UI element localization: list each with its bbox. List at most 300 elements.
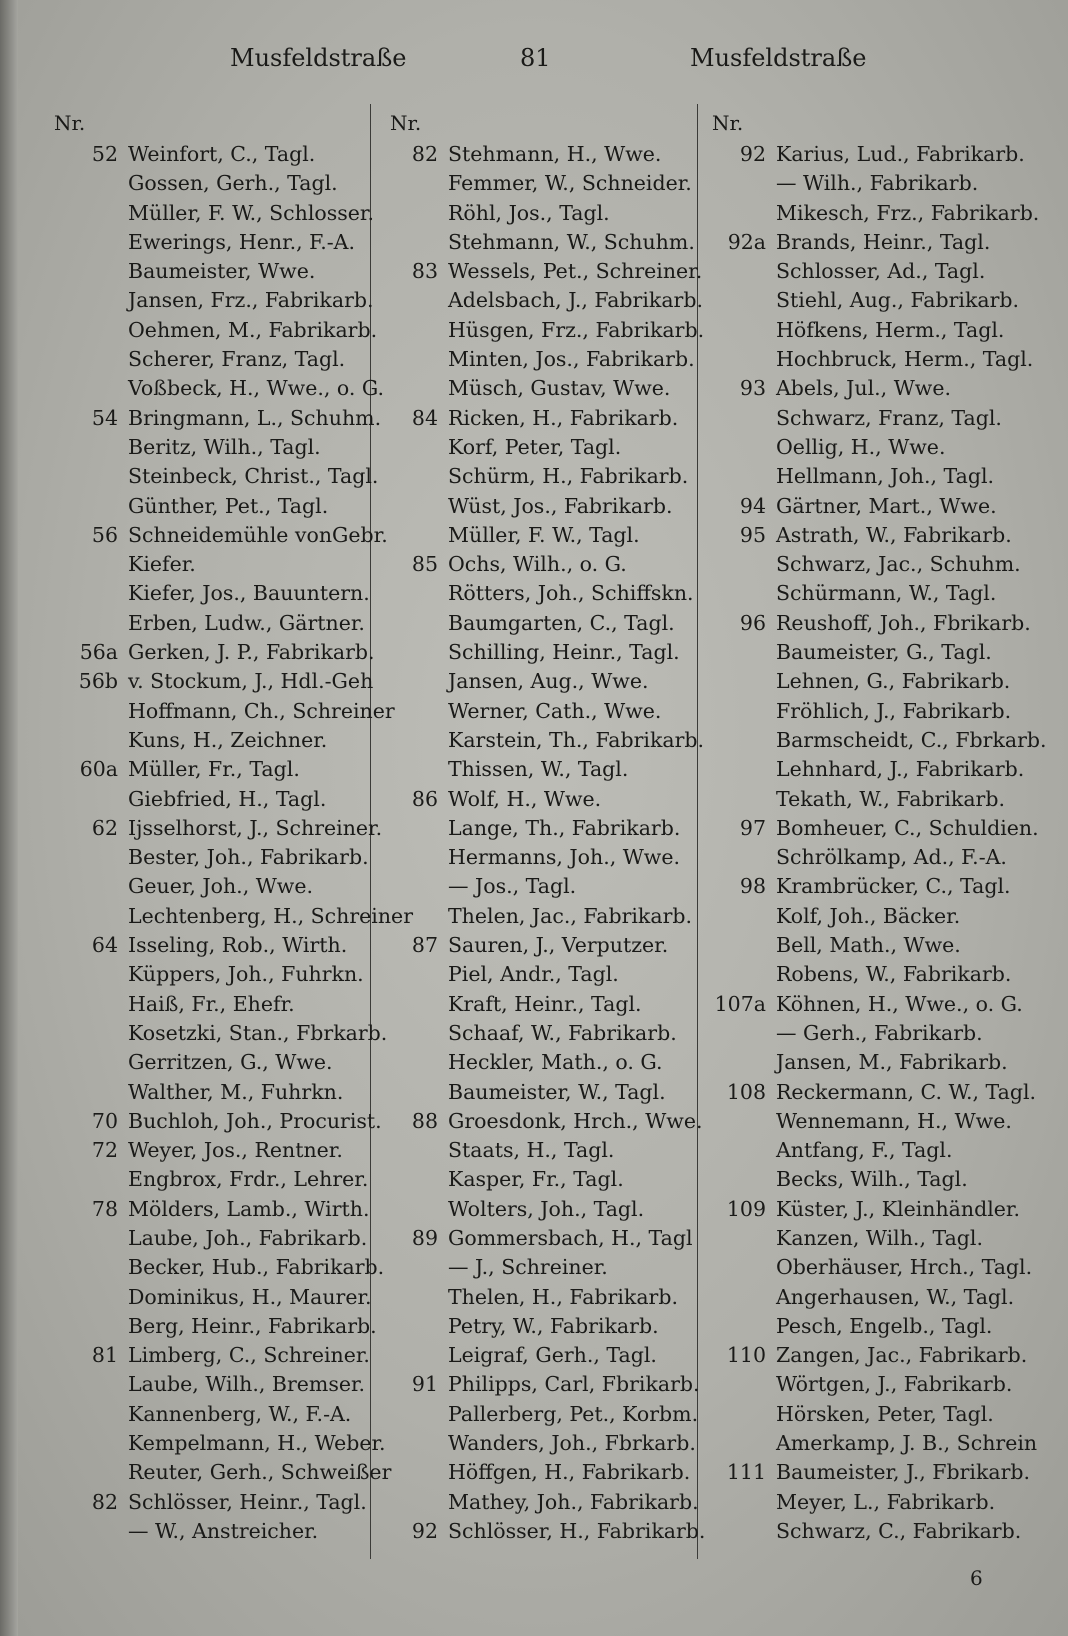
resident-entry: Thissen, W., Tagl.: [448, 757, 629, 782]
house-number: 54: [91, 405, 118, 430]
house-number: [54, 199, 128, 228]
house-number: [712, 316, 776, 345]
resident-entry: Gommersbach, H., Tagl: [448, 1225, 693, 1250]
list-item: [390, 374, 695, 403]
resident-entry: Reuter, Gerh., Schweißer: [128, 1460, 392, 1485]
house-number: [390, 1400, 448, 1429]
resident-entry: Weyer, Jos., Rentner.: [128, 1138, 343, 1163]
list-item: [712, 1078, 1042, 1107]
house-number: 64: [91, 933, 118, 958]
list-item: [390, 1488, 699, 1517]
list-item: [54, 1136, 384, 1165]
resident-entry: Kuns, H., Zeichner.: [128, 727, 328, 752]
list-item: [54, 1195, 384, 1224]
house-number: 82: [91, 1489, 118, 1514]
list-item: [390, 169, 695, 198]
list-item: [390, 843, 695, 872]
resident-entry: Schlosser, Ad., Tagl.: [776, 259, 986, 284]
house-number: [54, 960, 128, 989]
house-number: [54, 1517, 128, 1546]
resident-entry: Schwarz, Jac., Schuhm.: [776, 552, 1021, 577]
resident-entry: Weinfort, C., Tagl.: [128, 142, 316, 166]
house-number: [390, 872, 448, 901]
list-item: [54, 1517, 384, 1546]
resident-entry: Schwarz, Franz, Tagl.: [776, 405, 1002, 430]
list-item: [54, 1429, 384, 1458]
list-item: [54, 140, 384, 169]
house-number: [390, 609, 448, 638]
list-item: [390, 1312, 695, 1341]
resident-entry: Becker, Hub., Fabrikarb.: [128, 1255, 385, 1280]
list-item: [54, 931, 384, 960]
list-item: [712, 843, 1042, 872]
list-item: [390, 404, 695, 433]
list-item: [54, 1458, 392, 1487]
list-item: [712, 1136, 1042, 1165]
house-number: 56: [91, 522, 118, 547]
house-number: [54, 345, 128, 374]
list-item: [390, 814, 695, 843]
list-item: [54, 1370, 384, 1399]
resident-entry: Baumeister, J., Fbrikarb.: [776, 1460, 1031, 1485]
list-item: [390, 1136, 695, 1165]
list-item: [712, 1107, 1042, 1136]
list-item: [390, 609, 695, 638]
house-number: [54, 374, 128, 403]
house-number: [390, 697, 448, 726]
resident-entry: Schwarz, C., Fabrikarb.: [776, 1518, 1022, 1543]
house-number: [712, 286, 776, 315]
list-item: [390, 1341, 695, 1370]
list-item: [712, 316, 1042, 345]
house-number: [712, 755, 776, 784]
list-item: [54, 169, 384, 198]
house-number: [54, 1253, 128, 1282]
list-item: [54, 1048, 384, 1077]
house-number: [390, 1429, 448, 1458]
resident-entry: Femmer, W., Schneider.: [448, 171, 692, 196]
resident-entry: Wörtgen, J., Fabrikarb.: [776, 1372, 1013, 1397]
list-item: [712, 785, 1042, 814]
list-item: [712, 1458, 1042, 1487]
resident-entry: Mathey, Joh., Fabrikarb.: [448, 1489, 699, 1514]
house-number: [54, 462, 128, 491]
house-number: [390, 1488, 448, 1517]
resident-entry: Lechtenberg, H., Schreiner: [128, 903, 413, 928]
resident-entry: Schlösser, Heinr., Tagl.: [128, 1489, 367, 1514]
resident-entry: Höfkens, Herm., Tagl.: [776, 317, 1005, 342]
list-item: [390, 726, 705, 755]
house-number: [712, 1429, 776, 1458]
resident-entry: Stehmann, W., Schuhm.: [448, 229, 695, 254]
resident-entry: Bringmann, L., Schuhm.: [128, 405, 382, 430]
resident-entry: Kosetzki, Stan., Fbrkarb.: [128, 1020, 388, 1045]
list-item: [54, 1312, 384, 1341]
resident-entry: Mölders, Lamb., Wirth.: [128, 1196, 370, 1221]
house-number: [390, 726, 448, 755]
list-item: [390, 960, 695, 989]
list-item: [712, 169, 1042, 198]
resident-entry: Hellmann, Joh., Tagl.: [776, 464, 995, 489]
house-number: [712, 843, 776, 872]
resident-entry: — Wilh., Fabrikarb.: [776, 171, 979, 196]
resident-entry: Petry, W., Fabrikarb.: [448, 1313, 659, 1338]
resident-entry: Schilling, Heinr., Tagl.: [448, 640, 680, 665]
house-number: [390, 960, 448, 989]
list-item: [712, 902, 1042, 931]
list-item: [54, 579, 384, 608]
resident-entry: Barmscheidt, C., Fbrkarb.: [776, 727, 1047, 752]
resident-entry: — Gerh., Fabrikarb.: [776, 1020, 983, 1045]
resident-entry: Wüst, Jos., Fabrikarb.: [448, 493, 673, 518]
list-item: [390, 492, 695, 521]
house-number: [54, 1224, 128, 1253]
list-item: [390, 521, 695, 550]
list-item: [712, 1283, 1042, 1312]
list-item: [54, 199, 384, 228]
house-number: [390, 814, 448, 843]
list-item: [712, 726, 1047, 755]
list-item: [712, 228, 1042, 257]
house-number: [712, 638, 776, 667]
house-number: [390, 374, 448, 403]
list-item: [54, 1253, 384, 1282]
resident-entry: Steinbeck, Christ., Tagl.: [128, 464, 379, 489]
resident-entry: Jansen, Frz., Fabrikarb.: [128, 288, 374, 313]
list-item: [712, 404, 1042, 433]
resident-entry: Köhnen, H., Wwe., o. G.: [776, 991, 1023, 1016]
house-number: [390, 492, 448, 521]
house-number: 78: [91, 1196, 118, 1221]
house-number: [54, 785, 128, 814]
resident-entry: Jansen, M., Fabrikarb.: [776, 1050, 1008, 1075]
resident-entry: Voßbeck, H., Wwe., o. G.: [128, 376, 385, 401]
house-number: [712, 726, 776, 755]
resident-entry: Abels, Jul., Wwe.: [776, 376, 951, 401]
column-3: [712, 106, 1047, 1546]
house-number: [712, 902, 776, 931]
house-number: [390, 579, 448, 608]
house-number: [390, 286, 448, 315]
house-number: [712, 433, 776, 462]
list-item: [390, 697, 695, 726]
list-item: [54, 404, 384, 433]
page-number: 81: [520, 44, 551, 72]
house-number: [54, 1458, 128, 1487]
resident-entry: Angerhausen, W., Tagl.: [776, 1284, 1015, 1309]
house-number: [390, 902, 448, 931]
house-number: 95: [739, 522, 766, 547]
house-number: 86: [411, 786, 438, 811]
house-number: [390, 990, 448, 1019]
resident-entry: Ijsselhorst, J., Schreiner.: [128, 815, 383, 840]
house-number: 94: [739, 493, 766, 518]
resident-entry: Müller, F. W., Schlosser.: [128, 200, 374, 225]
house-number: [390, 228, 448, 257]
house-number: [390, 1019, 448, 1048]
house-number: [712, 550, 776, 579]
house-number: [54, 609, 128, 638]
resident-entry: Wessels, Pet., Schreiner.: [448, 259, 703, 284]
list-item: [390, 638, 695, 667]
house-number: 97: [739, 815, 766, 840]
house-number: [54, 1019, 128, 1048]
house-number: 109: [726, 1196, 766, 1221]
list-item: [390, 1283, 695, 1312]
house-number: 107a: [714, 991, 766, 1016]
list-item: [712, 579, 1042, 608]
list-item: [390, 579, 695, 608]
resident-entry: Schürm, H., Fabrikarb.: [448, 464, 689, 489]
house-number: [712, 1107, 776, 1136]
resident-entry: Gossen, Gerh., Tagl.: [128, 171, 338, 196]
house-number: [712, 199, 776, 228]
column-2: [390, 106, 706, 1546]
resident-entry: Becks, Wilh., Tagl.: [776, 1167, 968, 1192]
resident-entry: Wolters, Joh., Tagl.: [448, 1196, 645, 1221]
resident-entry: Heckler, Math., o. G.: [448, 1050, 663, 1075]
sheet-signature: 6: [970, 1566, 983, 1590]
resident-entry: Dominikus, H., Maurer.: [128, 1284, 372, 1309]
resident-entry: Wanders, Joh., Fbrkarb.: [448, 1431, 696, 1456]
resident-entry: Pallerberg, Pet., Korbm.: [448, 1401, 699, 1426]
column-header: Nr.: [390, 111, 422, 135]
resident-entry: Kolf, Joh., Bäcker.: [776, 903, 961, 928]
house-number: 110: [726, 1343, 766, 1368]
resident-entry: — Jos., Tagl.: [448, 874, 577, 899]
resident-entry: Röhl, Jos., Tagl.: [448, 200, 610, 225]
house-number: [54, 726, 128, 755]
resident-entry: Reushoff, Joh., Fbrikarb.: [776, 610, 1031, 635]
resident-entry: Walther, M., Fuhrkn.: [128, 1079, 344, 1104]
resident-entry: Kasper, Fr., Tagl.: [448, 1167, 624, 1192]
house-number: 111: [726, 1460, 766, 1485]
list-item: [390, 1458, 695, 1487]
page-header: [0, 44, 1068, 84]
house-number: [390, 1253, 448, 1282]
resident-entry: Baumeister, G., Tagl.: [776, 640, 992, 665]
header-street-left: Musfeldstraße: [230, 44, 407, 72]
list-item: [390, 345, 695, 374]
resident-entry: Bester, Joh., Fabrikarb.: [128, 845, 369, 870]
list-item: [390, 931, 695, 960]
resident-entry: Staats, H., Tagl.: [448, 1138, 615, 1163]
resident-entry: Schaaf, W., Fabrikarb.: [448, 1020, 677, 1045]
list-item: [390, 433, 695, 462]
house-number: [54, 1048, 128, 1077]
house-number: [54, 286, 128, 315]
resident-entry: Küppers, Joh., Fuhrkn.: [128, 962, 364, 987]
list-item: [712, 667, 1042, 696]
list-item: [712, 1195, 1042, 1224]
house-number: 92a: [727, 229, 766, 254]
list-item: [712, 755, 1042, 784]
resident-entry: Hörsken, Peter, Tagl.: [776, 1401, 994, 1426]
resident-entry: Jansen, Aug., Wwe.: [448, 669, 649, 694]
house-number: [54, 1283, 128, 1312]
list-item: [54, 1341, 384, 1370]
list-item: [712, 1312, 1042, 1341]
house-number: [54, 990, 128, 1019]
list-item: [390, 1370, 700, 1399]
list-item: [54, 990, 384, 1019]
house-number: [390, 169, 448, 198]
list-item: [390, 462, 695, 491]
resident-entry: Karstein, Th., Fabrikarb.: [448, 727, 705, 752]
list-item: [54, 1400, 384, 1429]
house-number: [54, 1370, 128, 1399]
list-item: [712, 1517, 1042, 1546]
resident-entry: Amerkamp, J. B., Schrein: [776, 1431, 1038, 1456]
resident-entry: Ochs, Wilh., o. G.: [448, 552, 627, 577]
house-number: 89: [411, 1225, 438, 1250]
list-item: [390, 872, 695, 901]
list-item: [390, 1165, 695, 1194]
house-number: [712, 579, 776, 608]
list-item: [712, 814, 1042, 843]
house-number: 96: [739, 610, 766, 635]
list-item: [54, 960, 384, 989]
list-item: [712, 550, 1042, 579]
resident-entry: Wennemann, H., Wwe.: [776, 1108, 1012, 1133]
resident-entry: Laube, Wilh., Bremser.: [128, 1372, 366, 1397]
resident-entry: Engbrox, Frdr., Lehrer.: [128, 1167, 369, 1192]
house-number: [712, 1136, 776, 1165]
list-item: [390, 1517, 706, 1546]
list-item: [712, 1400, 1042, 1429]
resident-entry: Wolf, H., Wwe.: [448, 786, 602, 811]
resident-entry: Isseling, Rob., Wirth.: [128, 933, 348, 958]
list-item: [712, 1370, 1042, 1399]
house-number: [390, 638, 448, 667]
resident-entry: Kanzen, Wilh., Tagl.: [776, 1225, 983, 1250]
resident-entry: Stiehl, Aug., Fabrikarb.: [776, 288, 1020, 313]
house-number: [54, 433, 128, 462]
list-item: [390, 316, 705, 345]
house-number: 92: [739, 142, 766, 166]
house-number: 70: [91, 1108, 118, 1133]
list-item: [390, 667, 695, 696]
resident-entry: Zangen, Jac., Fabrikarb.: [776, 1343, 1028, 1368]
list-item: [712, 960, 1042, 989]
house-number: [54, 843, 128, 872]
resident-entry: Gärtner, Mart., Wwe.: [776, 493, 997, 518]
list-item: [712, 374, 1042, 403]
house-number: 56a: [79, 640, 118, 665]
resident-entry: Günther, Pet., Tagl.: [128, 493, 329, 518]
resident-entry: Ricken, H., Fabrikarb.: [448, 405, 679, 430]
resident-entry: Reckermann, C. W., Tagl.: [776, 1079, 1037, 1104]
list-item: [712, 1019, 1042, 1048]
resident-entry: Müller, Fr., Tagl.: [128, 757, 300, 782]
house-number: [54, 902, 128, 931]
resident-entry: Schneidemühle vonGebr.: [128, 522, 388, 547]
resident-entry: Oehmen, M., Fabrikarb.: [128, 317, 378, 342]
resident-entry: Erben, Ludw., Gärtner.: [128, 610, 365, 635]
list-item: [54, 726, 384, 755]
resident-entry: Stehmann, H., Wwe.: [448, 142, 662, 166]
resident-entry: Höffgen, H., Fabrikarb.: [448, 1460, 691, 1485]
list-item: [712, 1341, 1042, 1370]
resident-entry: Pesch, Engelb., Tagl.: [776, 1313, 993, 1338]
house-number: [712, 1488, 776, 1517]
house-number: [390, 521, 448, 550]
house-number: [390, 1078, 448, 1107]
list-item: [54, 316, 384, 345]
list-item: [54, 257, 384, 286]
list-item: [54, 1078, 384, 1107]
resident-entry: Giebfried, H., Tagl.: [128, 786, 327, 811]
house-number: [390, 1341, 448, 1370]
list-item: [712, 1429, 1042, 1458]
resident-entry: Bell, Math., Wwe.: [776, 933, 961, 958]
column-header: Nr.: [712, 111, 744, 135]
list-item: [54, 785, 384, 814]
list-item: [54, 345, 384, 374]
house-number: [54, 257, 128, 286]
house-number: [54, 1429, 128, 1458]
house-number: [390, 1165, 448, 1194]
resident-entry: Sauren, J., Verputzer.: [448, 933, 669, 958]
list-item: [712, 433, 1042, 462]
resident-entry: — J., Schreiner.: [448, 1255, 608, 1280]
house-number: [712, 697, 776, 726]
resident-entry: Groesdonk, Hrch., Wwe.: [448, 1108, 703, 1133]
house-number: [712, 785, 776, 814]
list-item: [712, 345, 1042, 374]
list-item: [54, 1488, 384, 1517]
house-number: 52: [91, 142, 118, 166]
list-item: [390, 990, 695, 1019]
house-number: 91: [411, 1372, 438, 1397]
list-item: [712, 257, 1042, 286]
resident-entry: Robens, W., Fabrikarb.: [776, 962, 1012, 987]
list-item: [390, 1195, 695, 1224]
house-number: [712, 345, 776, 374]
list-item: [390, 286, 703, 315]
resident-entry: Minten, Jos., Fabrikarb.: [448, 347, 695, 372]
list-item: [390, 140, 695, 169]
house-number: [390, 199, 448, 228]
resident-entry: Scherer, Franz, Tagl.: [128, 347, 346, 372]
house-number: [712, 462, 776, 491]
house-number: [390, 1048, 448, 1077]
list-item: [712, 1048, 1042, 1077]
list-item: [712, 931, 1042, 960]
list-item: [712, 872, 1042, 901]
list-item: [712, 1224, 1042, 1253]
list-item: [54, 843, 384, 872]
list-item: [54, 550, 384, 579]
resident-entry: Antfang, F., Tagl.: [776, 1138, 953, 1163]
resident-entry: Meyer, L., Fabrikarb.: [776, 1489, 996, 1514]
house-number: [54, 872, 128, 901]
header-street-right: Musfeldstraße: [690, 44, 867, 72]
resident-entry: Müsch, Gustav, Wwe.: [448, 376, 671, 401]
resident-entry: Hoffmann, Ch., Schreiner: [128, 698, 395, 723]
resident-entry: Astrath, W., Fabrikarb.: [776, 522, 1012, 547]
resident-entry: Küster, J., Kleinhändler.: [776, 1196, 1020, 1221]
house-number: [390, 316, 448, 345]
list-item: [54, 228, 384, 257]
house-number: [54, 1312, 128, 1341]
house-number: [390, 1195, 448, 1224]
house-number: [390, 433, 448, 462]
list-item: [390, 755, 695, 784]
house-number: 84: [411, 405, 438, 430]
list-item: [390, 550, 695, 579]
resident-entry: Haiß, Fr., Ehefr.: [128, 991, 295, 1016]
